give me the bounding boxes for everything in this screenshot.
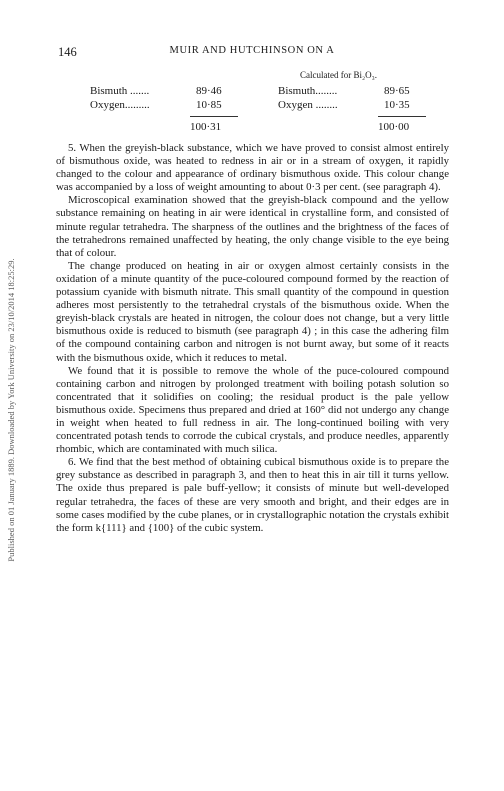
found-label-bismuth: Bismuth ....... [90, 85, 150, 97]
found-sum-rule [190, 116, 238, 117]
paragraph-microscopical: Microscopical examination showed that the greyish-black compound and the yellow substance remaining on heating in air were identical in crystalline form, and consisted of minute regular tetrahedra. The sharpness of the outlines and the brightness of the faces of the tetrahedrons remained unaffected by heating, the only change visible to the eye being that of colour. [56, 194, 449, 259]
paragraph-we-found: We found that it is possible to remove the whole of the puce-coloured compound containing carbon and nitrogen by prolonged treatment with boiling potash solution so concentrated that it solidifies on cooling; the residual product is the pale yellow bismuthous oxide. Specimens thus prepared and dried at 160° did not undergo any change in weight when heated to full redness in air. The long-continued boiling with very concentrated potash tends to corrode the cubical crystals, and produce needles, apparently rhombic, which are contaminated with much silica. [56, 364, 449, 456]
calc-label-oxygen: Oxygen ........ [278, 99, 338, 111]
calc-label-bismuth: Bismuth........ [278, 85, 338, 97]
calc-sum-rule [378, 116, 426, 117]
paragraph-change-produced: The change produced on heating in air or oxygen almost certainly consists in the oxidation of a minute quantity of the puce-coloured compound formed by the reaction of potassium cyanide with bismuth nitrate. This small quantity of the compound in question adheres most persistently to the tetrahedral crystals of the bismuthous oxide. When the greyish-black crystals are heated in nitrogen, the colour does not change, but a very little bismuthous oxide is reduced to bismuth (see paragraph 4) ; in this case the adhering film of the compound containing carbon and nitrogen is not burnt away, but some of it reacts with the bismuthous oxide, which it reduces to metal. [56, 259, 449, 364]
calc-total: 100·00 [378, 121, 410, 133]
found-value-bismuth: 89·46 [196, 85, 222, 97]
paragraph-5: 5. When the greyish-black substance, which we have proved to consist almost entirely of bismuthous oxide, was heated to redness in air or in a stream of oxygen, it rapidly changed to the colour and appearance of ordinary bismuthous oxide. This colour change was accompanied by a loss of weight amounting to about 0·3 per cent. (see paragraph 4). [56, 142, 449, 194]
download-stamp-text: Published on 01 January 1889. Downloaded by York University on 23/10/2014 18:25:29. [6, 258, 16, 562]
body-text [56, 142, 449, 535]
calc-value-oxygen: 10·35 [384, 99, 410, 111]
calc-value-bismuth: 89·65 [384, 85, 410, 97]
download-stamp [4, 80, 18, 740]
calculated-caption: Calculated for Bi₂O₃. [300, 70, 378, 80]
paragraph-6: 6. We find that the best method of obtaining cubical bismuthous oxide is to prepare the grey substance as described in paragraph 3, and then to heat this in air till it turns yellow. The oxide thus prepared is pale buff-yellow; it consists of minute but well-developed regular tetrahedra, the faces of these are very smooth and bright, and their edges are in some cases modified by the cube planes, or in crystallographic notation the crystals exhibit the form k{111} and {100} of the cubic system. [56, 456, 449, 534]
page-number: 146 [58, 45, 77, 59]
found-value-oxygen: 10·85 [196, 99, 222, 111]
found-total: 100·31 [190, 121, 222, 133]
running-head: MUIR AND HUTCHINSON ON A [169, 45, 335, 56]
found-label-oxygen: Oxygen......... [90, 99, 150, 111]
